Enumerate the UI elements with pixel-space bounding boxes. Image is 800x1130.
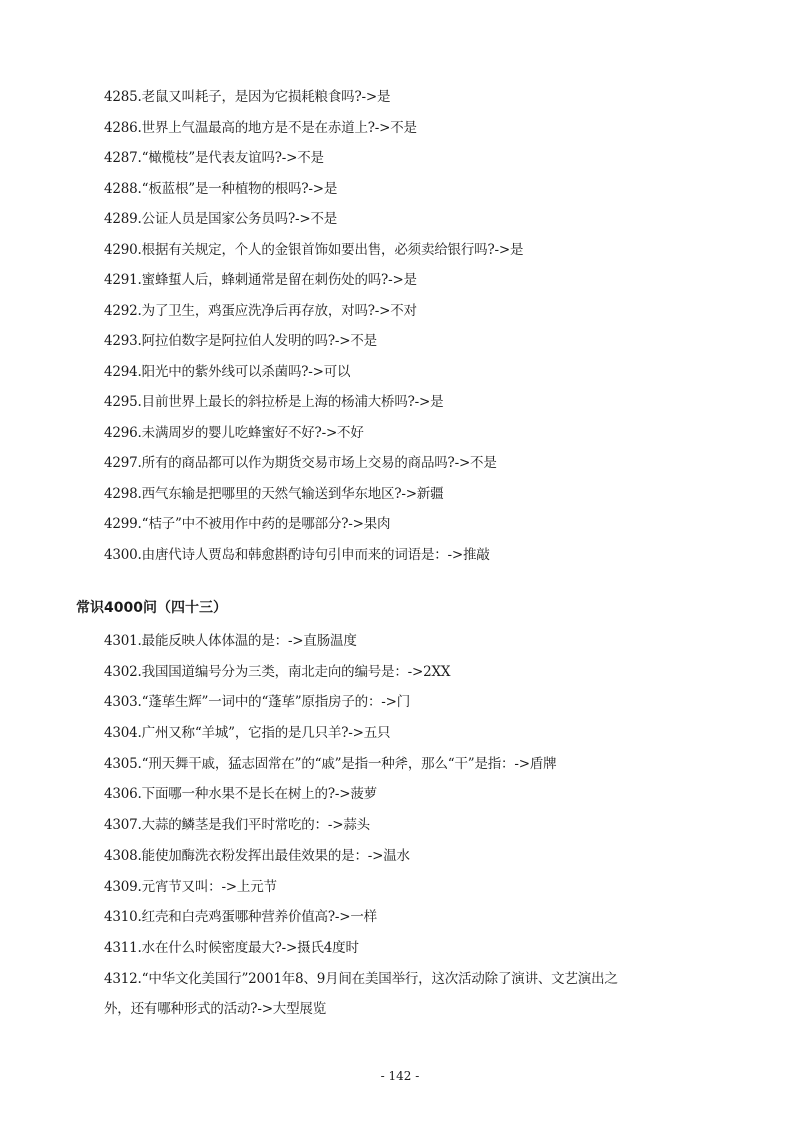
list-item: 4288.“板蓝根”是一种植物的根吗?->是 (104, 180, 338, 197)
list-item: 4295.目前世界上最长的斜拉桥是上海的杨浦大桥吗?->是 (104, 394, 444, 410)
list-item: 4291.蜜蜂蜇人后，蜂刺通常是留在刺伤处的吗?->是 (104, 272, 417, 288)
list-item: 4297.所有的商品都可以作为期货交易市场上交易的商品吗?->不是 (104, 455, 497, 471)
list-item: 4287.“橄榄枝”是代表友谊吗?->不是 (104, 150, 324, 166)
list-item: 4307.大蒜的鳞茎是我们平时常吃的：->蒜头 (104, 817, 370, 834)
qa-list-part1 (104, 82, 764, 570)
list-item: 4290.根据有关规定，个人的金银首饰如要出售，必须卖给银行吗?->是 (104, 241, 524, 258)
list-item: 4303.“蓬荜生辉”一词中的“蓬荜”原指房子的：->门 (104, 694, 411, 711)
list-item: 4302.我国国道编号分为三类，南北走向的编号是：->2XX (104, 663, 451, 680)
list-item: 4301.最能反映人体体温的是：->直肠温度 (104, 633, 357, 649)
list-item: 4309.元宵节又叫：->上元节 (104, 878, 277, 895)
list-item: 4294.阳光中的紫外线可以杀菌吗?->可以 (104, 363, 351, 380)
list-item: 4285.老鼠又叫耗子，是因为它损耗粮食吗?->是 (104, 89, 391, 105)
list-item: 4286.世界上气温最高的地方是不是在赤道上?->不是 (104, 119, 417, 136)
list-item: 4300.由唐代诗人贾岛和韩愈斟酌诗句引申而来的词语是：->推敲 (104, 546, 490, 563)
page-number: - 142 - (380, 1069, 420, 1083)
list-item: 4306.下面哪一种水果不是长在树上的?->菠萝 (104, 786, 377, 803)
list-item: 4299.“桔子”中不被用作中药的是哪部分?->果肉 (104, 516, 391, 532)
list-item: 4293.阿拉伯数字是阿拉伯人发明的吗?->不是 (104, 333, 377, 349)
list-item: 4298.西气东输是把哪里的天然气输送到华东地区?->新疆 (104, 485, 444, 502)
list-item: 4308.能使加酶洗衣粉发挥出最佳效果的是：->温水 (104, 847, 410, 864)
qa-list-part2 (104, 626, 764, 1025)
list-item: 4289.公证人员是国家公务员吗?->不是 (104, 211, 338, 227)
list-item: 4305.“刑天舞干戚，猛志固常在”的“戚”是指一种斧，那么“干”是指：->盾牌 (104, 755, 557, 772)
list-item: 4312.“中华文化美国行”2001年8、9月间在美国举行，这次活动除了演讲、文艺演出之 (104, 970, 618, 987)
list-item: 4292.为了卫生，鸡蛋应洗净后再存放，对吗?->不对 (104, 302, 417, 319)
list-item: 4311.水在什么时候密度最大?->摄氏4度时 (104, 939, 359, 956)
list-item: 4310.红壳和白壳鸡蛋哪种营养价值高?->一样 (104, 909, 377, 926)
list-item-continuation: 外，还有哪种形式的活动?->大型展览 (104, 1001, 327, 1018)
list-item: 4304.广州又称“羊城”，它指的是几只羊?->五只 (104, 725, 391, 742)
section-heading: 常识4000问（四十三） (76, 600, 227, 616)
list-item: 4296.未满周岁的婴儿吃蜂蜜好不好?->不好 (104, 424, 364, 441)
